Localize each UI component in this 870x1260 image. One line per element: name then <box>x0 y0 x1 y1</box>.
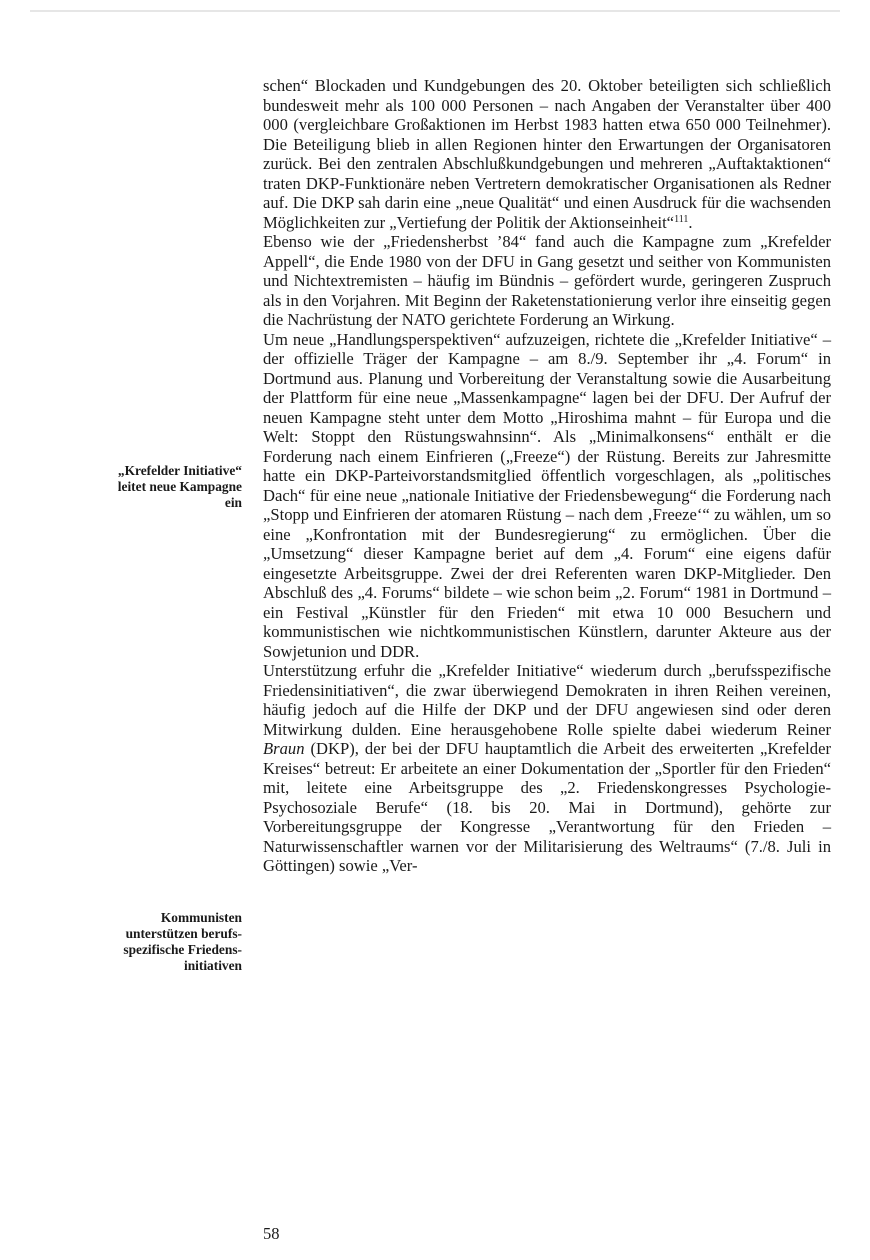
paragraph-1 <box>263 76 831 232</box>
margin-note-line: leitet neue Kampagne <box>117 479 242 494</box>
body-text-column <box>263 76 831 876</box>
paragraph-1-end: . <box>688 212 693 232</box>
margin-note-krefelder-initiative <box>42 463 242 511</box>
paragraph-4 <box>263 661 831 876</box>
paragraph-4-text-b: (DKP), der bei der DFU hauptamtlich die Arbeit des erweiterten „Krefelder Kreises“ betreut: Er arbeitete an einer Dokumentation der „Sportler für den Frieden“ mit, leitete eine Arbeitsgruppe des „2. Friedenskongresses Psychologie-Psychosoziale Berufe“ (18. bis 20. Mai in Dortmund), gehörte zur Vorbereitungsgruppe der Kongresse „Verantwortung für den Frieden – Naturwissenschaftler warnen vor der Militarisierung des Weltraums“ (7./8. Juli in Göttingen) sowie „Ver- <box>263 739 831 875</box>
margin-note-line: „Krefelder Initiative“ <box>117 463 242 478</box>
paragraph-2: Ebenso wie der „Friedensherbst ’84“ fand auch die Kampagne zum „Krefelder Appell“, die Ende 1980 von der DFU in Gang gesetzt und seither von Kommunisten und Nichtextremisten – häufig im Bündnis – gefördert wurde, geringeren Zuspruch als in den Vorjahren. Mit Beginn der Raketenstationierung verlor ihre einseitig gegen die Nachrüstung der NATO gerichtete Forderung an Wirkung. <box>263 232 831 329</box>
margin-note-kommunisten <box>42 910 242 974</box>
margin-note-line: initiativen <box>183 958 242 973</box>
footnote-reference: 111 <box>674 213 689 225</box>
paragraph-1-text: schen“ Blockaden und Kundgebungen des 20. Oktober beteiligten sich schließlich bundesweit mehr als 100 000 Personen – nach Angaben der Veranstalter über 400 000 (vergleichbare Großaktionen im Herbst 1983 hatten etwa 650 000 Teilnehmer). Die Beteiligung blieb in allen Regionen hinter den Erwartungen der Organisatoren zurück. Bei den zentralen Abschlußkundgebungen und mehreren „Auftaktaktionen“ traten DKP-Funktionäre neben Vertretern demokratischer Organisationen als Redner auf. Die DKP sah darin eine „neue Qualität“ und einen Ausdruck für die wachsenden Möglichkeiten zur „Vertiefung der Politik der Aktionseinheit“ <box>263 76 831 232</box>
page-number: 58 <box>263 1224 280 1243</box>
margin-note-line: spezifische Friedens- <box>123 942 242 957</box>
margin-note-line: unterstützen berufs- <box>125 926 242 941</box>
paragraph-3: Um neue „Handlungsperspektiven“ aufzuzeigen, richtete die „Krefelder Initiative“ – der offizielle Träger der Kampagne – am 8./9. September ihr „4. Forum“ in Dortmund aus. Planung und Vorbereitung der Veranstaltung sowie die Ausarbeitung der Plattform für eine neue „Massenkampagne“ lagen bei der DFU. Der Aufruf der neuen Kampagne steht unter dem Motto „Hiroshima mahnt – für Europa und die Welt: Stoppt den Rüstungswahnsinn“. Als „Minimalkonsens“ enthält er die Forderung nach einem Einfrieren („Freeze“) der Rüstung. Bereits zur Jahresmitte hatte ein DKP-Parteivorstandsmitglied öffentlich vorgeschlagen, als „politisches Dach“ für eine neue „nationale Initiative der Friedensbewegung“ die Forderung nach „Stopp und Einfrieren der atomaren Rüstung – nach dem ‚Freeze‘“ zu wählen, um so eine „Konfrontation mit der Bundesregierung“ zu ermöglichen. Über die „Umsetzung“ dieser Kampagne beriet auf dem „4. Forum“ eine eigens dafür eingesetzte Arbeitsgruppe. Zwei der drei Referenten waren DKP-Mitglieder. Den Abschluß des „4. Forums“ bildete – wie schon beim „2. Forum“ 1981 in Dortmund – ein Festival „Künstler für den Frieden“ mit etwa 10 000 Besuchern und kommunistischen wie nichtkommunistischen Künstlern, darunter Akteure aus der Sowjetunion und DDR. <box>263 329 831 661</box>
paragraph-4-text-a: Unterstützung erfuhr die „Krefelder Initiative“ wiederum durch „berufsspezifische Friedensinitiativen“, die zwar überwiegend Demokraten in ihren Reihen vereinen, häufig jedoch auf die Hilfe der DKP und der DFU angewiesen sind oder deren Mitwirkung dulden. Eine herausgehobene Rolle spielte dabei wiederum Reiner <box>263 661 831 739</box>
margin-note-line: ein <box>224 495 242 510</box>
margin-note-line: Kommunisten <box>160 910 242 925</box>
top-scan-edge <box>30 10 840 12</box>
person-name: Braun <box>263 739 305 758</box>
